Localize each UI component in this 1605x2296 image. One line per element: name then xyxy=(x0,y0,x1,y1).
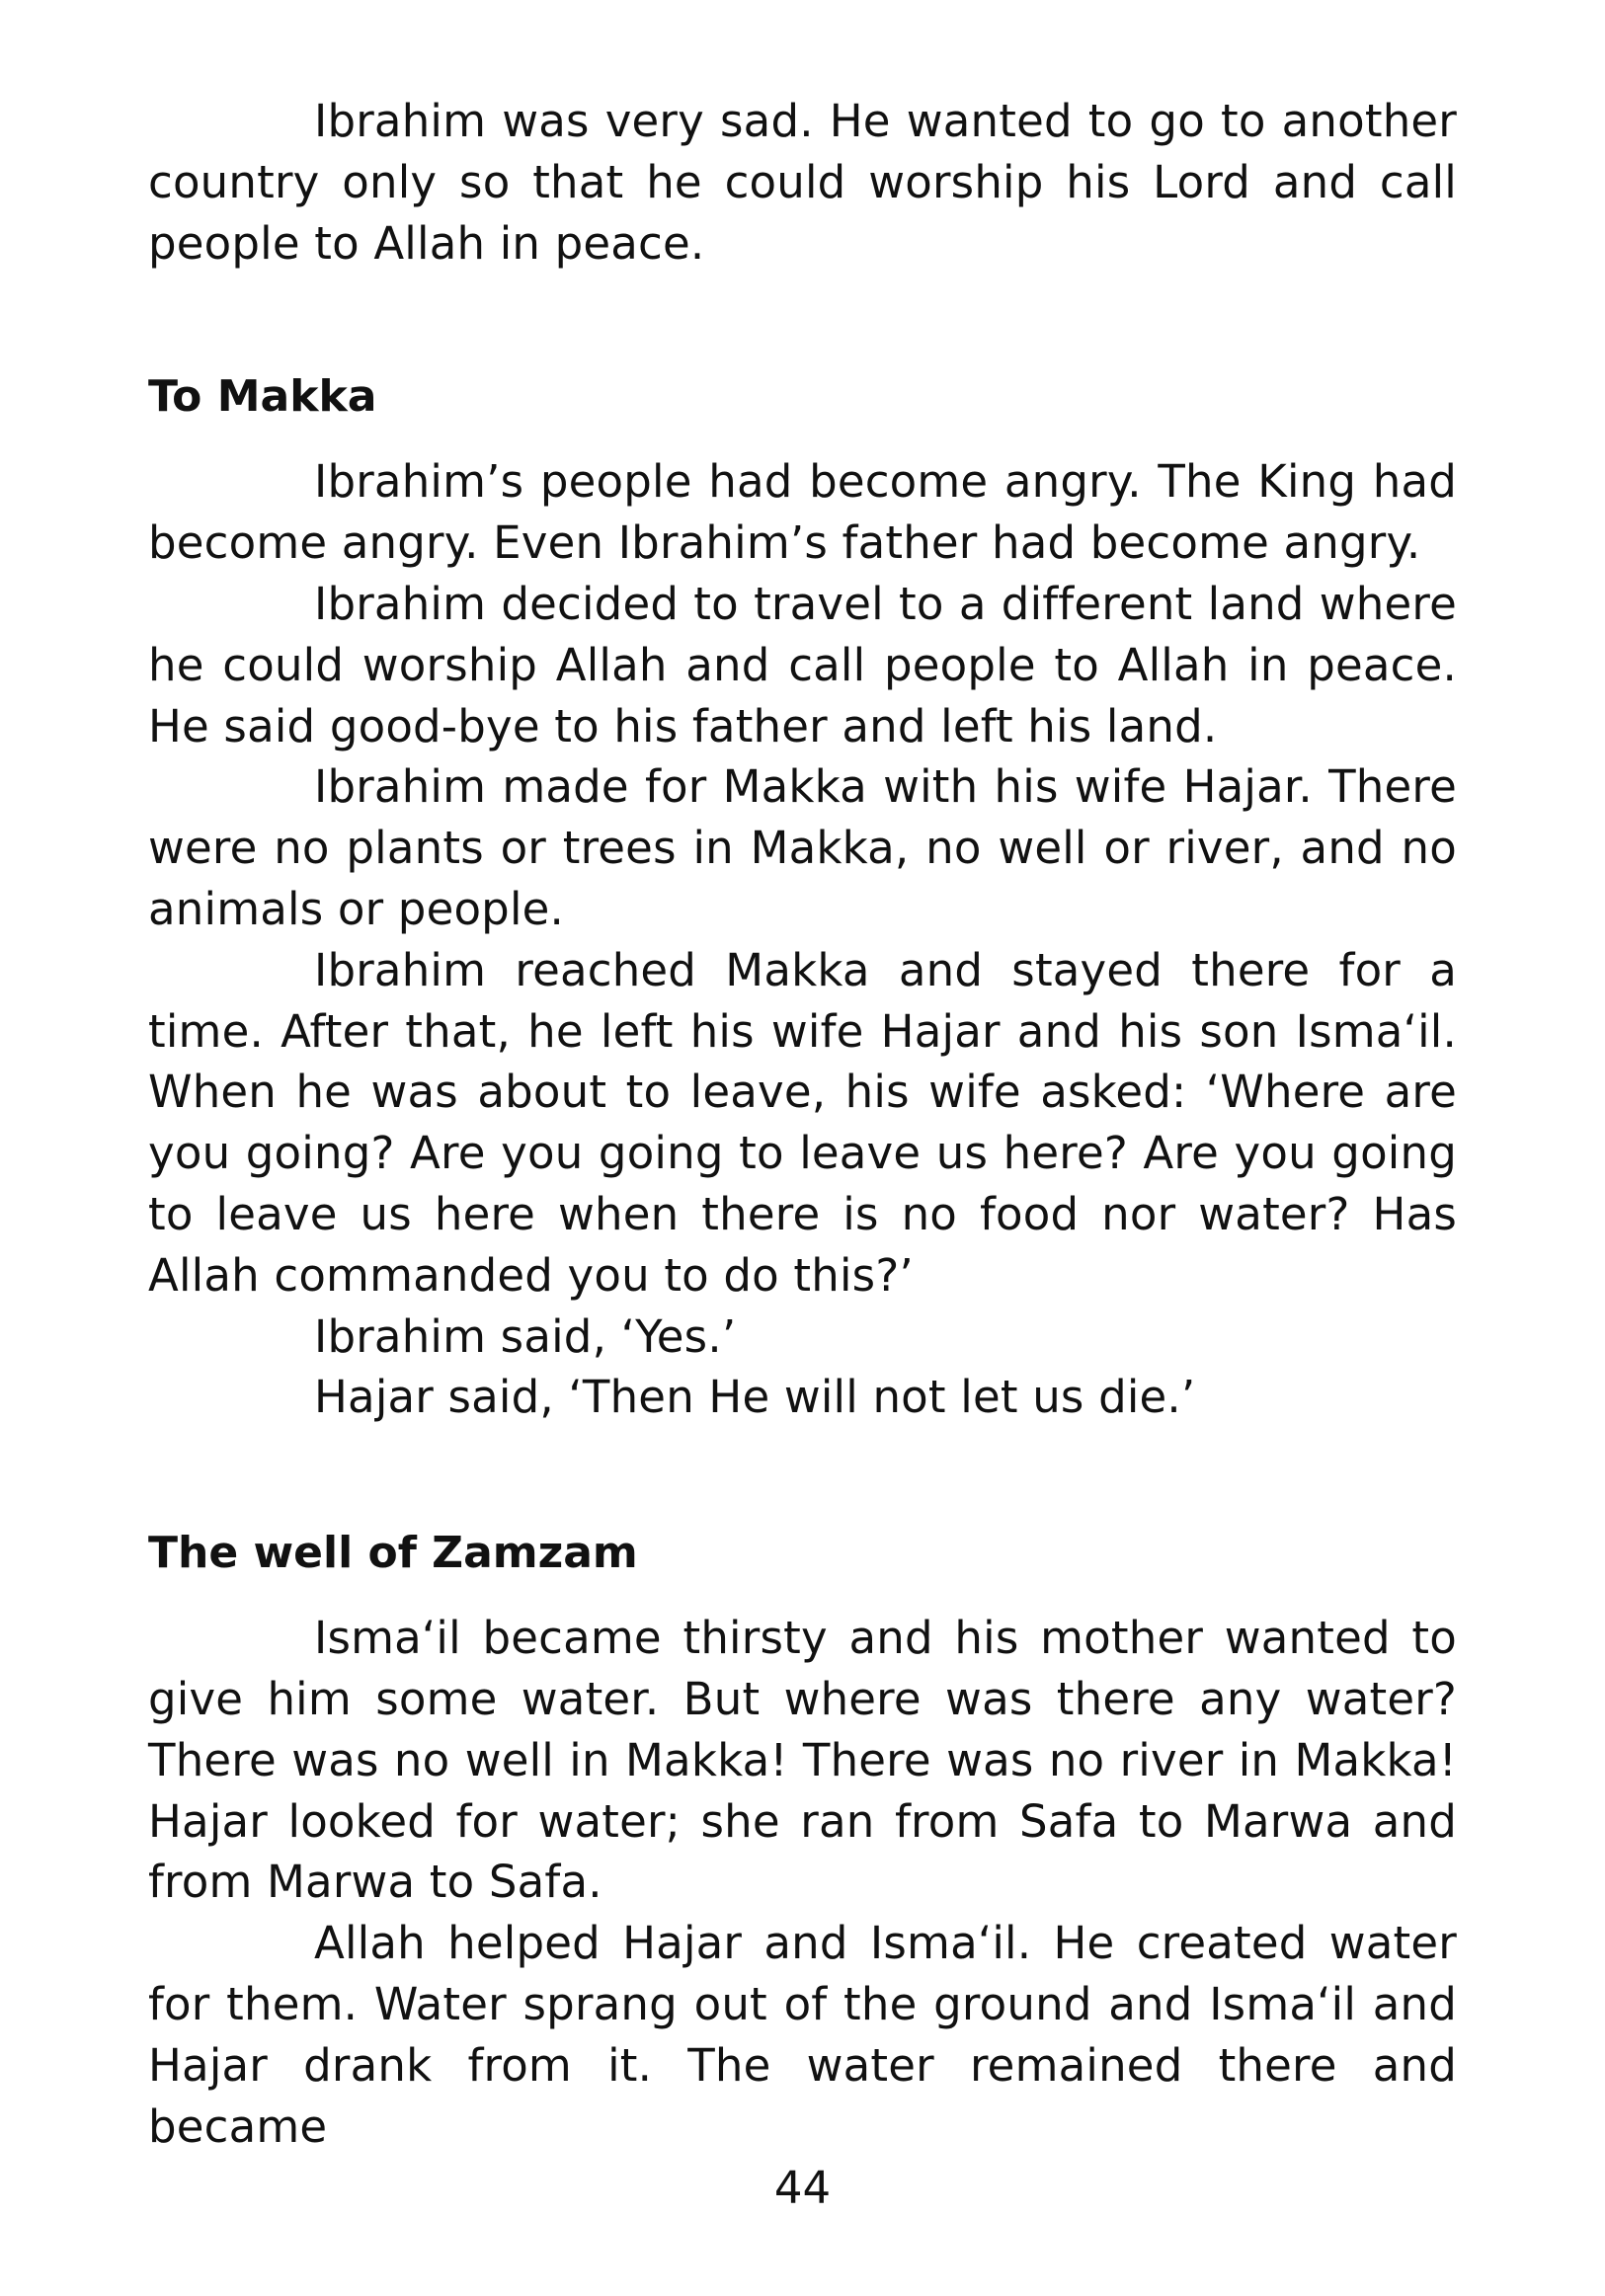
page-body xyxy=(148,91,1457,2157)
makka-paragraph-3: Ibrahim made for Makka with his wife Hajar. There were no plants or trees in Makka, no well or river, and no animals or people. xyxy=(148,760,1457,935)
makka-paragraph-2: Ibrahim decided to travel to a different land where he could worship Allah and call people to Allah in peace. He said good-bye to his father and left his land. xyxy=(148,577,1457,752)
zamzam-paragraph-2: Allah helped Hajar and Isma‘il. He created water for them. Water sprang out of the ground and Isma‘il and Hajar drank from it. The water remained there and became xyxy=(148,1917,1457,2153)
makka-paragraph-1: Ibrahim’s people had become angry. The King had become angry. Even Ibrahim’s father had become angry. xyxy=(148,455,1457,570)
makka-paragraph-4: Ibrahim reached Makka and stayed there for a time. After that, he left his wife Hajar and his son Isma‘il. When he was about to leave, his wife asked: ‘Where are you going? Are you going to leave us here? Are you going to leave us here when there is no food nor water? Has Allah commanded you to do this?’ xyxy=(148,943,1457,1302)
zamzam-paragraph-1: Isma‘il became thirsty and his mother wanted to give him some water. But where was there any water? There was no well in Makka! There was no river in Makka! Hajar looked for water; she ran from Safa to Marwa and from Marwa to Safa. xyxy=(148,1612,1457,1909)
intro-paragraph: Ibrahim was very sad. He wanted to go to another country only so that he could worship his Lord and call people to Allah in peace. xyxy=(148,95,1457,270)
section-heading-zamzam: The well of Zamzam xyxy=(148,1528,638,1579)
section-heading-makka: To Makka xyxy=(148,371,377,423)
makka-paragraph-5: Ibrahim said, ‘Yes.’ xyxy=(314,1309,737,1363)
page-number: 44 xyxy=(773,2162,832,2214)
makka-paragraph-6: Hajar said, ‘Then He will not let us die.’ xyxy=(314,1371,1196,1424)
